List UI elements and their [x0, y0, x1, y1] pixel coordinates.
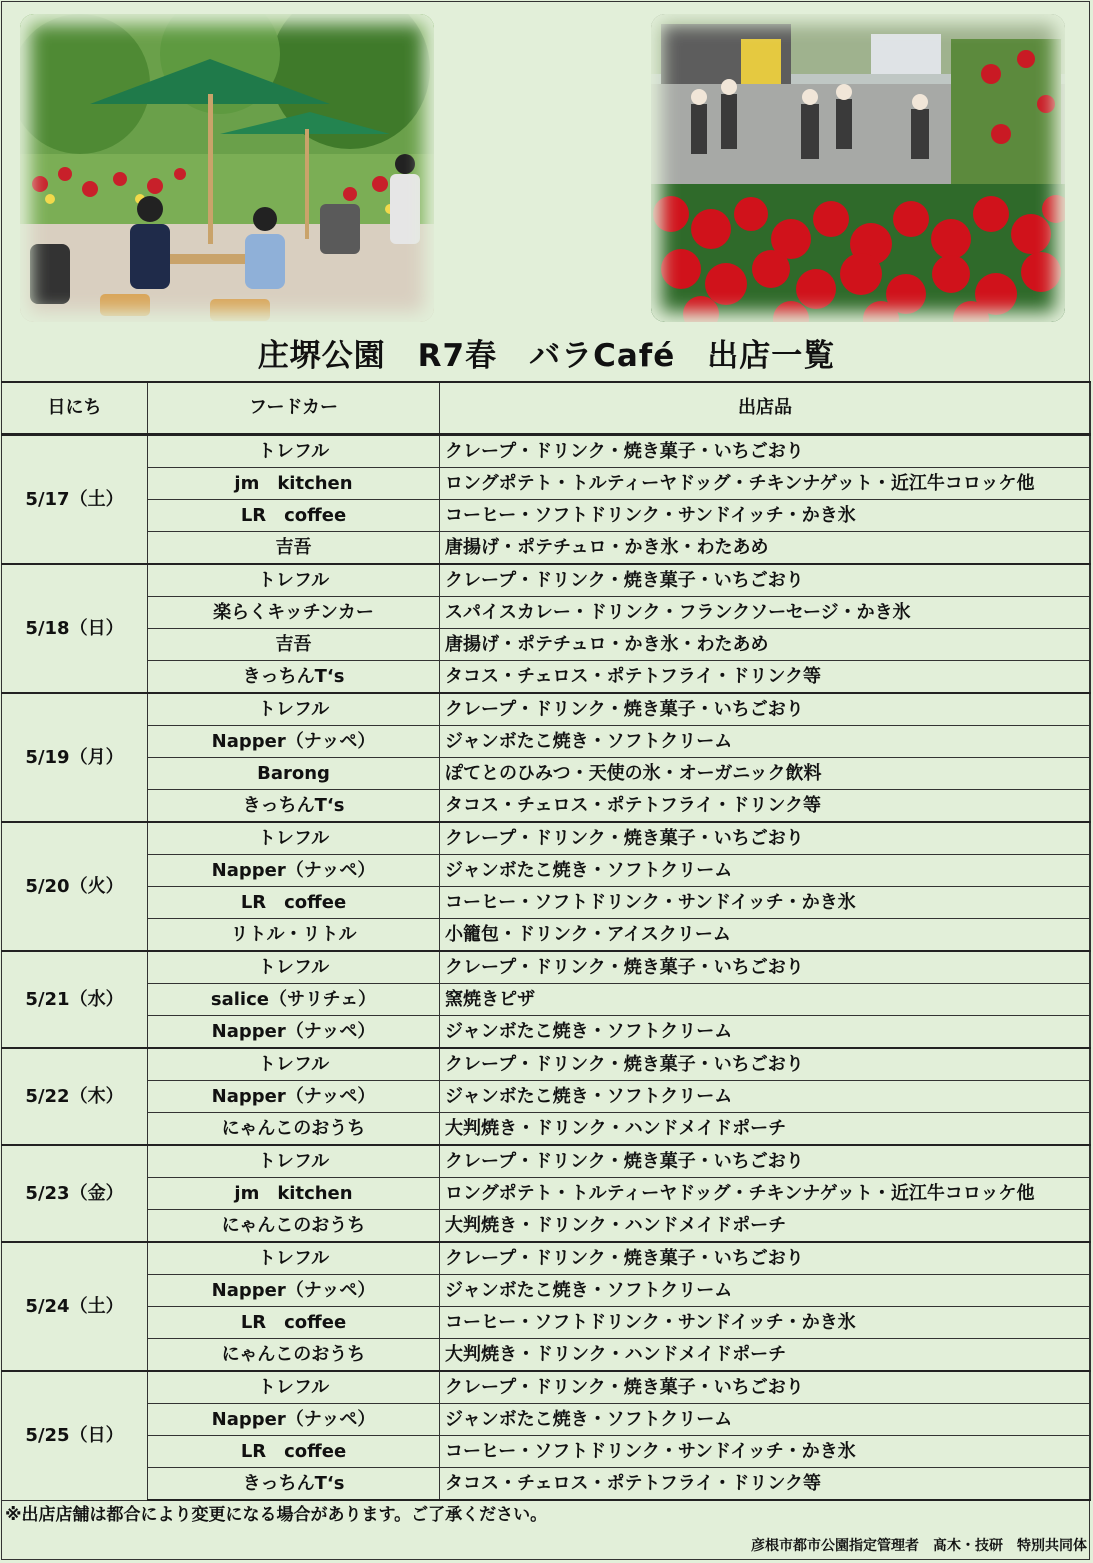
food-truck-cell: トレフル — [148, 1371, 440, 1404]
items-cell: クレープ・ドリンク・焼き菓子・いちごおり — [440, 1145, 1091, 1178]
items-cell: ぽてとのひみつ・天使の氷・オーガニック飲料 — [440, 758, 1091, 790]
date-cell: 5/22（木） — [2, 1048, 148, 1145]
table-row — [2, 1371, 1091, 1404]
items-cell: 窯焼きピザ — [440, 984, 1091, 1016]
table-row — [2, 887, 1091, 919]
table-row — [2, 919, 1091, 952]
food-truck-cell: LR coffee — [148, 500, 440, 532]
items-cell: 大判焼き・ドリンク・ハンドメイドポーチ — [440, 1113, 1091, 1146]
page-title: 庄堺公園 R7春 バラCafé 出店一覧 — [257, 338, 836, 374]
food-truck-cell: トレフル — [148, 693, 440, 726]
items-cell: ジャンボたこ焼き・ソフトクリーム — [440, 726, 1091, 758]
food-truck-cell: LR coffee — [148, 1436, 440, 1468]
food-truck-cell: jm kitchen — [148, 468, 440, 500]
food-truck-cell: トレフル — [148, 1145, 440, 1178]
items-cell: 大判焼き・ドリンク・ハンドメイドポーチ — [440, 1339, 1091, 1372]
food-truck-cell: トレフル — [148, 1048, 440, 1081]
food-truck-cell: LR coffee — [148, 1307, 440, 1339]
table-row — [2, 1436, 1091, 1468]
table-row — [2, 629, 1091, 661]
food-truck-cell: 吉吾 — [148, 532, 440, 565]
food-truck-cell: きっちんT‘s — [148, 661, 440, 694]
items-cell: コーヒー・ソフトドリンク・サンドイッチ・かき氷 — [440, 500, 1091, 532]
date-cell: 5/23（金） — [2, 1145, 148, 1242]
items-cell: ジャンボたこ焼き・ソフトクリーム — [440, 1081, 1091, 1113]
header-food-truck: フードカー — [148, 382, 440, 435]
date-cell: 5/24（土） — [2, 1242, 148, 1371]
food-truck-cell: トレフル — [148, 435, 440, 468]
food-truck-cell: リトル・リトル — [148, 919, 440, 952]
items-cell: 唐揚げ・ポテチュロ・かき氷・わたあめ — [440, 629, 1091, 661]
items-cell: クレープ・ドリンク・焼き菓子・いちごおり — [440, 564, 1091, 597]
table-row — [2, 1081, 1091, 1113]
table-row — [2, 1339, 1091, 1372]
food-truck-cell: Napper（ナッペ） — [148, 1404, 440, 1436]
items-cell: クレープ・ドリンク・焼き菓子・いちごおり — [440, 822, 1091, 855]
items-cell: 唐揚げ・ポテチュロ・かき氷・わたあめ — [440, 532, 1091, 565]
food-truck-cell: Napper（ナッペ） — [148, 1081, 440, 1113]
food-truck-cell: にゃんこのおうち — [148, 1210, 440, 1243]
table-row — [2, 1113, 1091, 1146]
food-truck-cell: トレフル — [148, 822, 440, 855]
header-items: 出店品 — [440, 382, 1091, 435]
food-truck-cell: トレフル — [148, 564, 440, 597]
table-row — [2, 1145, 1091, 1178]
food-truck-cell: トレフル — [148, 951, 440, 984]
table-row — [2, 1210, 1091, 1243]
items-cell: クレープ・ドリンク・焼き菓子・いちごおり — [440, 693, 1091, 726]
food-truck-cell: にゃんこのおうち — [148, 1339, 440, 1372]
food-truck-cell: jm kitchen — [148, 1178, 440, 1210]
items-cell: ジャンボたこ焼き・ソフトクリーム — [440, 1404, 1091, 1436]
table-row — [2, 984, 1091, 1016]
items-cell: クレープ・ドリンク・焼き菓子・いちごおり — [440, 1371, 1091, 1404]
items-cell: ジャンボたこ焼き・ソフトクリーム — [440, 855, 1091, 887]
items-cell: タコス・チェロス・ポテトフライ・ドリンク等 — [440, 790, 1091, 823]
food-truck-cell: きっちんT‘s — [148, 1468, 440, 1501]
table-row — [2, 435, 1091, 468]
table-row — [2, 855, 1091, 887]
date-cell: 5/20（火） — [2, 822, 148, 951]
date-cell: 5/21（水） — [2, 951, 148, 1048]
table-row — [2, 500, 1091, 532]
table-row — [2, 1178, 1091, 1210]
food-truck-cell: Napper（ナッペ） — [148, 726, 440, 758]
table-row — [2, 1275, 1091, 1307]
items-cell: コーヒー・ソフトドリンク・サンドイッチ・かき氷 — [440, 887, 1091, 919]
items-cell: クレープ・ドリンク・焼き菓子・いちごおり — [440, 1242, 1091, 1275]
table-row — [2, 951, 1091, 984]
table-row — [2, 1016, 1091, 1049]
items-cell: コーヒー・ソフトドリンク・サンドイッチ・かき氷 — [440, 1436, 1091, 1468]
table-row — [2, 1307, 1091, 1339]
items-cell: ジャンボたこ焼き・ソフトクリーム — [440, 1275, 1091, 1307]
vendor-schedule-table — [1, 381, 1091, 1501]
items-cell: 小籠包・ドリンク・アイスクリーム — [440, 919, 1091, 952]
table-row — [2, 661, 1091, 694]
items-cell: ジャンボたこ焼き・ソフトクリーム — [440, 1016, 1091, 1049]
food-truck-cell: にゃんこのおうち — [148, 1113, 440, 1146]
table-row — [2, 532, 1091, 565]
items-cell: ロングポテト・トルティーヤドッグ・チキンナゲット・近江牛コロッケ他 — [440, 1178, 1091, 1210]
items-cell: コーヒー・ソフトドリンク・サンドイッチ・かき氷 — [440, 1307, 1091, 1339]
food-truck-cell: 楽らくキッチンカー — [148, 597, 440, 629]
food-truck-cell: salice（サリチェ） — [148, 984, 440, 1016]
food-truck-cell: Napper（ナッペ） — [148, 1016, 440, 1049]
rose-festival-photo — [651, 14, 1065, 322]
table-row — [2, 1468, 1091, 1501]
food-truck-cell: Napper（ナッペ） — [148, 855, 440, 887]
table-row — [2, 1404, 1091, 1436]
food-truck-cell: Barong — [148, 758, 440, 790]
date-cell: 5/19（月） — [2, 693, 148, 822]
table-row — [2, 1048, 1091, 1081]
items-cell: タコス・チェロス・ポテトフライ・ドリンク等 — [440, 661, 1091, 694]
food-truck-cell: きっちんT‘s — [148, 790, 440, 823]
date-cell: 5/17（土） — [2, 435, 148, 565]
table-header-row — [2, 382, 1091, 435]
table-row — [2, 468, 1091, 500]
table-row — [2, 1242, 1091, 1275]
table-row — [2, 822, 1091, 855]
table-row — [2, 564, 1091, 597]
change-notice: ※出店店舗は都合により変更になる場合があります。ご了承ください。 — [5, 1505, 548, 1525]
items-cell: 大判焼き・ドリンク・ハンドメイドポーチ — [440, 1210, 1091, 1243]
table-body — [2, 435, 1091, 1501]
header-date: 日にち — [2, 382, 148, 435]
date-cell: 5/18（日） — [2, 564, 148, 693]
table-row — [2, 726, 1091, 758]
food-truck-cell: Napper（ナッペ） — [148, 1275, 440, 1307]
items-cell: クレープ・ドリンク・焼き菓子・いちごおり — [440, 1048, 1091, 1081]
garden-cafe-photo — [20, 14, 434, 322]
table-row — [2, 758, 1091, 790]
items-cell: ロングポテト・トルティーヤドッグ・チキンナゲット・近江牛コロッケ他 — [440, 468, 1091, 500]
items-cell: クレープ・ドリンク・焼き菓子・いちごおり — [440, 951, 1091, 984]
date-cell: 5/25（日） — [2, 1371, 148, 1500]
table-row — [2, 597, 1091, 629]
credit-line: 彦根市都市公園指定管理者 髙木・技研 特別共同体 — [751, 1538, 1087, 1554]
items-cell: タコス・チェロス・ポテトフライ・ドリンク等 — [440, 1468, 1091, 1501]
table-row — [2, 790, 1091, 823]
table-row — [2, 693, 1091, 726]
food-truck-cell: 吉吾 — [148, 629, 440, 661]
food-truck-cell: トレフル — [148, 1242, 440, 1275]
food-truck-cell: LR coffee — [148, 887, 440, 919]
items-cell: クレープ・ドリンク・焼き菓子・いちごおり — [440, 435, 1091, 468]
items-cell: スパイスカレー・ドリンク・フランクソーセージ・かき氷 — [440, 597, 1091, 629]
